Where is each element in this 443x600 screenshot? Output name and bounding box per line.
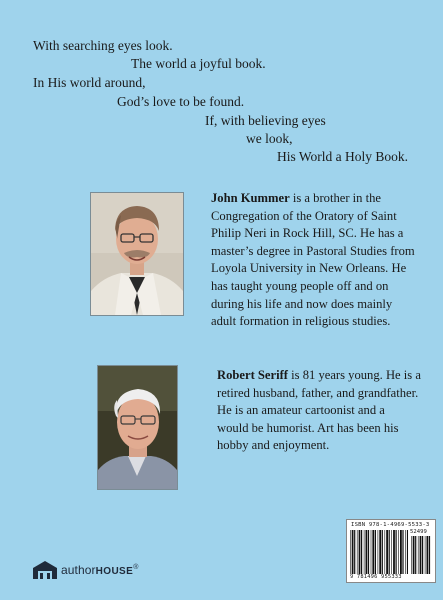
barcode-bar — [425, 536, 426, 574]
barcode-bar — [382, 530, 383, 574]
publisher-name-part1: author — [61, 563, 96, 577]
isbn-text: ISBN 978-1-4969-5533-3 — [351, 522, 430, 528]
barcode-bar — [372, 530, 374, 574]
bio-line: retired husband, father, and grandfather. — [217, 385, 419, 400]
barcode-bar — [427, 536, 429, 574]
bio-robert-seriff — [217, 367, 421, 455]
barcode-bar — [385, 530, 386, 574]
barcode-bar — [371, 530, 372, 574]
barcode-bar — [357, 530, 358, 574]
barcode-bar — [354, 530, 355, 574]
barcode-bar — [391, 530, 392, 574]
bio-line: during his life and now does mainly — [211, 296, 393, 311]
barcode-bar — [400, 530, 402, 574]
poem-line: In His world around, — [33, 75, 146, 90]
bio-line: master’s degree in Pastoral Studies from — [211, 243, 415, 258]
barcode-digits: 9 781496 955333 — [350, 574, 402, 580]
bio-name: Robert Seriff — [217, 368, 288, 382]
barcode-bar — [411, 536, 412, 574]
barcode-addon-bars — [411, 536, 431, 574]
bio-first-line — [217, 367, 421, 385]
author-photo-john-kummer — [90, 192, 184, 316]
bio-text: is a brother in the — [289, 191, 381, 205]
bio-first-line — [211, 190, 415, 208]
bio-line: would be humorist. Art has been his — [217, 420, 399, 435]
barcode-bar — [398, 530, 399, 574]
barcode-bar — [393, 530, 395, 574]
barcode-bar — [368, 530, 369, 574]
bio-line: Philip Neri in Rock Hill, SC. He has a — [211, 226, 404, 241]
barcode-bar — [359, 530, 361, 574]
house-icon — [32, 560, 58, 580]
poem-line: His World a Holy Book. — [277, 149, 409, 164]
barcode-bar — [405, 530, 406, 574]
registered-mark: ® — [133, 564, 139, 571]
barcode-bar — [352, 530, 354, 574]
isbn-barcode — [346, 519, 436, 583]
poem-line: God’s love to be found. — [117, 94, 245, 109]
barcode-bars — [350, 530, 408, 574]
barcode-bar — [402, 530, 403, 574]
barcode-bar — [375, 530, 376, 574]
barcode-bar — [407, 530, 408, 574]
barcode-bar — [379, 530, 381, 574]
poem-line: we look, — [246, 131, 293, 146]
barcode-bar — [415, 536, 416, 574]
poem-line: The world a joyful book. — [131, 56, 266, 71]
bio-line: hobby and enjoyment. — [217, 438, 330, 453]
barcode-bar — [418, 536, 419, 574]
barcode-bar — [413, 536, 415, 574]
publisher-logo — [32, 560, 138, 580]
bio-name: John Kummer — [211, 191, 290, 205]
poem-line: With searching eyes look. — [33, 38, 173, 53]
bio-line: He is an amateur cartoonist and a — [217, 403, 385, 418]
price-code: 52499 — [410, 529, 427, 535]
barcode-bar — [364, 530, 365, 574]
barcode-bar — [361, 530, 362, 574]
barcode-bar — [422, 536, 423, 574]
bio-line: Congregation of the Oratory of Saint — [211, 208, 397, 223]
bio-line: adult formation in religious studies. — [211, 314, 391, 329]
bio-john-kummer — [211, 190, 415, 331]
bio-text: is 81 years young. He is a — [288, 368, 421, 382]
poem-line: If, with believing eyes — [205, 113, 326, 128]
publisher-name — [61, 563, 138, 577]
barcode-bar — [378, 530, 379, 574]
bio-line: has taught young people off and on — [211, 278, 389, 293]
barcode-bar — [396, 530, 397, 574]
publisher-name-part2: HOUSE — [95, 566, 134, 577]
barcode-bar — [429, 536, 430, 574]
bio-line: Loyola University in New Orleans. He — [211, 261, 407, 276]
barcode-bar — [350, 530, 351, 574]
barcode-bar — [386, 530, 388, 574]
author-photo-robert-seriff — [97, 365, 178, 490]
barcode-bar — [366, 530, 368, 574]
barcode-bar — [389, 530, 390, 574]
barcode-bar — [420, 536, 422, 574]
